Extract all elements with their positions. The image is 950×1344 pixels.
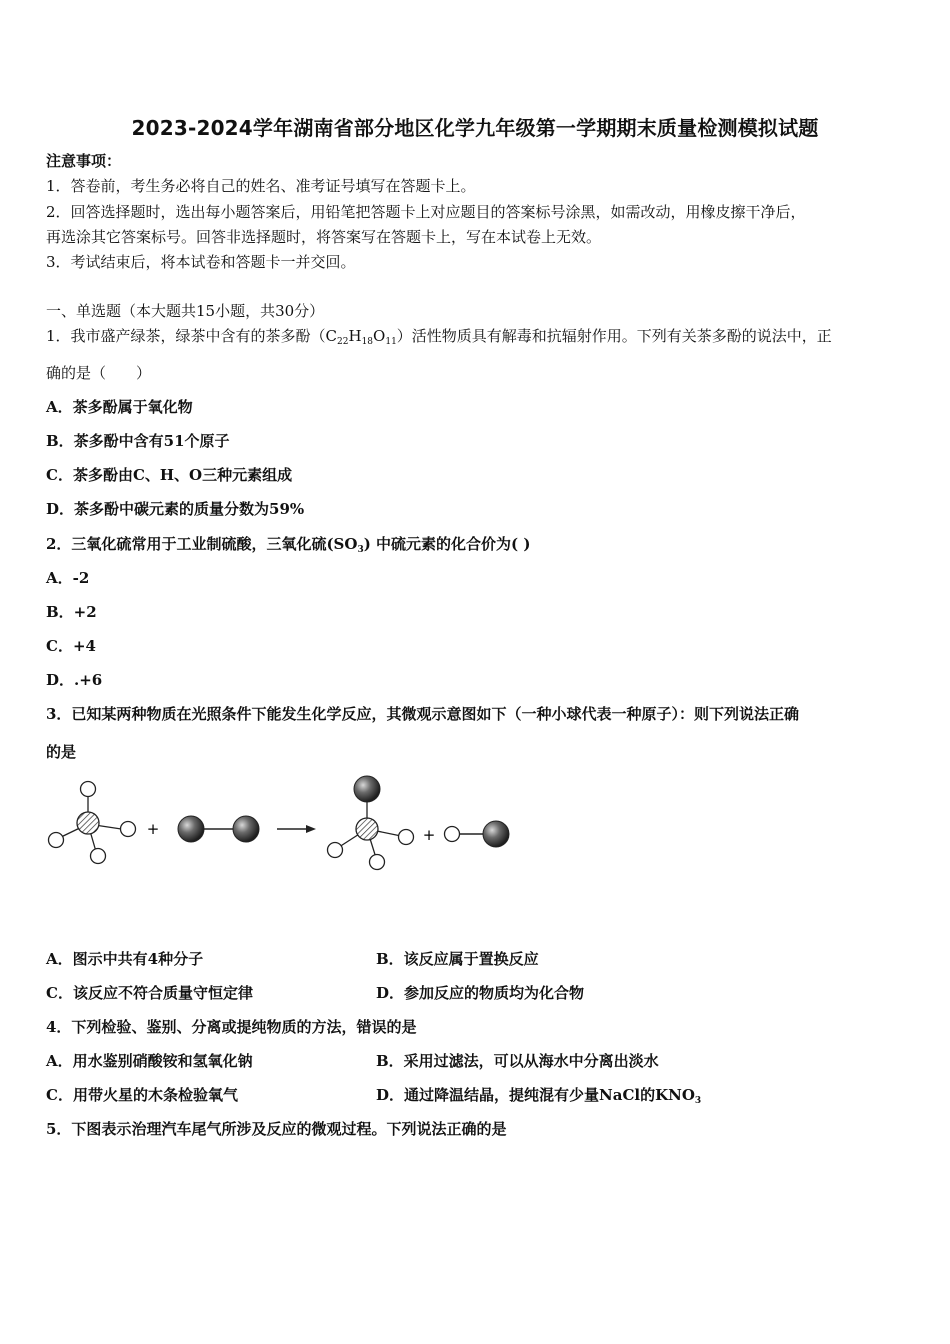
q5-stem: 5．下图表示治理汽车尾气所涉及反应的微观过程。下列说法正确的是 xyxy=(46,1120,507,1138)
q2-stem: 2．三氧化硫常用于工业制硫酸，三氧化硫$(SO_3)$ 中硫元素的化合价为( ) xyxy=(46,535,531,555)
plus-sign: + xyxy=(422,826,436,844)
q3-stem-cont: 的是 xyxy=(46,743,77,761)
plus-sign: + xyxy=(146,820,160,838)
hatched-atom xyxy=(356,818,378,840)
reactant-molecule-2 xyxy=(178,816,259,842)
q2-option-d: D．.+6 xyxy=(46,671,103,689)
reaction-arrow xyxy=(277,825,316,833)
reactant-molecule-1 xyxy=(49,782,136,864)
small-atom xyxy=(370,855,385,870)
note-item: 1．答卷前，考生务必将自己的姓名、准考证号填写在答题卡上。 xyxy=(46,177,476,195)
dark-atom xyxy=(354,776,380,802)
q1-option-d: D．茶多酚中碳元素的质量分数为59% xyxy=(46,500,305,518)
q3-option-c: C．该反应不符合质量守恒定律 xyxy=(46,984,253,1002)
small-atom xyxy=(81,782,96,797)
reaction-diagram xyxy=(40,772,520,882)
q1-option-c: C．茶多酚由C、H、O三种元素组成 xyxy=(46,466,293,484)
dark-atom xyxy=(483,821,509,847)
q2-option-b: B．+2 xyxy=(46,603,97,621)
q3-option-d: D．参加反应的物质均为化合物 xyxy=(376,984,585,1002)
q1-formula: $C_{22}H_{18}O_{11}$ xyxy=(325,327,397,347)
q4-option-d: D．通过降温结晶，提纯混有少量NaCl的$KNO_3$ xyxy=(376,1086,702,1106)
notes-heading: 注意事项： xyxy=(46,152,122,170)
q1-stem-cont: 确的是（ ） xyxy=(46,364,152,382)
q4-option-a: A．用水鉴别硝酸铵和氢氧化钠 xyxy=(46,1052,253,1070)
section-heading: 一、单选题（本大题共15小题，共30分） xyxy=(46,302,325,320)
dark-atom xyxy=(178,816,204,842)
small-atom xyxy=(328,843,343,858)
q4-option-c: C．用带火星的木条检验氧气 xyxy=(46,1086,238,1104)
q4-option-b: B．采用过滤法，可以从海水中分离出淡水 xyxy=(376,1052,659,1070)
small-atom xyxy=(121,822,136,837)
hatched-atom xyxy=(77,812,99,834)
small-atom xyxy=(399,830,414,845)
q1-stem: 1．我市盛产绿茶，绿茶中含有的茶多酚$(C_{22}H_{18}O_{11})$活性物质具有解毒和抗辐射作用。下列有关茶多酚的说法中，正 xyxy=(46,327,832,347)
note-item: 2．回答选择题时，选出每小题答案后，用铅笔把答题卡上对应题目的答案标号涂黑，如需改动，用橡皮擦干净后， xyxy=(46,203,806,221)
q2-option-a: A．-2 xyxy=(46,569,90,587)
small-atom xyxy=(49,833,64,848)
q1-option-a: A．茶多酚属于氧化物 xyxy=(46,398,193,416)
page-title: 2023-2024学年湖南省部分地区化学九年级第一学期期末质量检测模拟试题 xyxy=(131,116,819,140)
q2-option-c: C．+4 xyxy=(46,637,96,655)
dark-atom xyxy=(233,816,259,842)
small-atom xyxy=(445,827,460,842)
q4-stem: 4．下列检验、鉴别、分离或提纯物质的方法，错误的是 xyxy=(46,1018,417,1036)
note-item: 再选涂其它答案标号。回答非选择题时，将答案写在答题卡上，写在本试卷上无效。 xyxy=(46,228,602,246)
small-atom xyxy=(91,849,106,864)
q1-option-b: B．茶多酚中含有51个原子 xyxy=(46,432,230,450)
product-molecule-2 xyxy=(445,821,510,847)
q3-option-a: A．图示中共有4种分子 xyxy=(46,950,204,968)
q3-stem: 3．已知某两种物质在光照条件下能发生化学反应，其微观示意图如下（一种小球代表一种原子）：则下列说法正确 xyxy=(46,705,799,723)
q3-option-b: B．该反应属于置换反应 xyxy=(376,950,539,968)
note-item: 3．考试结束后，将本试卷和答题卡一并交回。 xyxy=(46,253,356,271)
product-molecule-1 xyxy=(328,776,414,870)
